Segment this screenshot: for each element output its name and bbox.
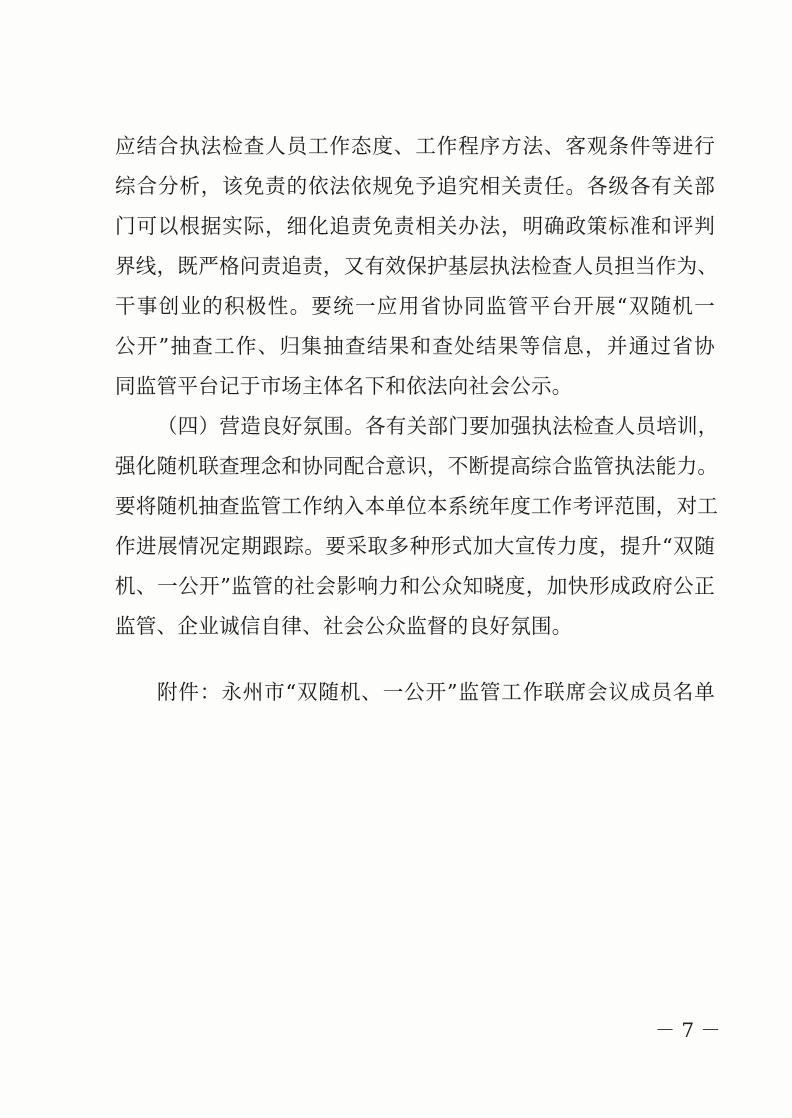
paragraph-2-line-1: （四）营造良好氛围。各有关部门要加强执法检查人员培训， xyxy=(157,414,719,438)
paragraph-1-line-7: 同监管平台记于市场主体名下和依法向社会公示。 xyxy=(115,374,573,398)
paragraph-1-line-6: 公开”抽查工作、归集抽查结果和查处结果等信息，并通过省协 xyxy=(115,334,715,358)
paragraph-1-line-4: 界线，既严格问责追责，又有效保护基层执法检查人员担当作为、 xyxy=(115,254,719,278)
paragraph-2-line-2: 强化随机联查理念和协同配合意识，不断提高综合监管执法能力。 xyxy=(115,454,719,478)
page-number: － 7 － xyxy=(655,1018,721,1042)
paragraph-2-line-3: 要将随机抽查监管工作纳入本单位本系统年度工作考评范围，对工 xyxy=(115,494,719,518)
paragraph-2-line-6: 监管、企业诚信自律、社会公众监督的良好氛围。 xyxy=(115,614,573,638)
paragraph-1-line-1: 应结合执法检查人员工作态度、工作程序方法、客观条件等进行 xyxy=(115,134,715,158)
attachment-line: 附件：永州市“双随机、一公开”监管工作联席会议成员名单 xyxy=(157,680,715,704)
paragraph-2-line-4: 作进展情况定期跟踪。要采取多种形式加大宣传力度，提升“双随 xyxy=(115,534,715,558)
paragraph-1-line-3: 门可以根据实际，细化追责免责相关办法，明确政策标准和评判 xyxy=(115,214,715,238)
paragraph-1-line-2: 综合分析，该免责的依法依规免予追究相关责任。各级各有关部 xyxy=(115,174,715,198)
paragraph-1-line-5: 干事创业的积极性。要统一应用省协同监管平台开展“双随机一 xyxy=(115,294,715,318)
paragraph-2-line-5: 机、一公开”监管的社会影响力和公众知晓度，加快形成政府公正 xyxy=(115,574,715,598)
